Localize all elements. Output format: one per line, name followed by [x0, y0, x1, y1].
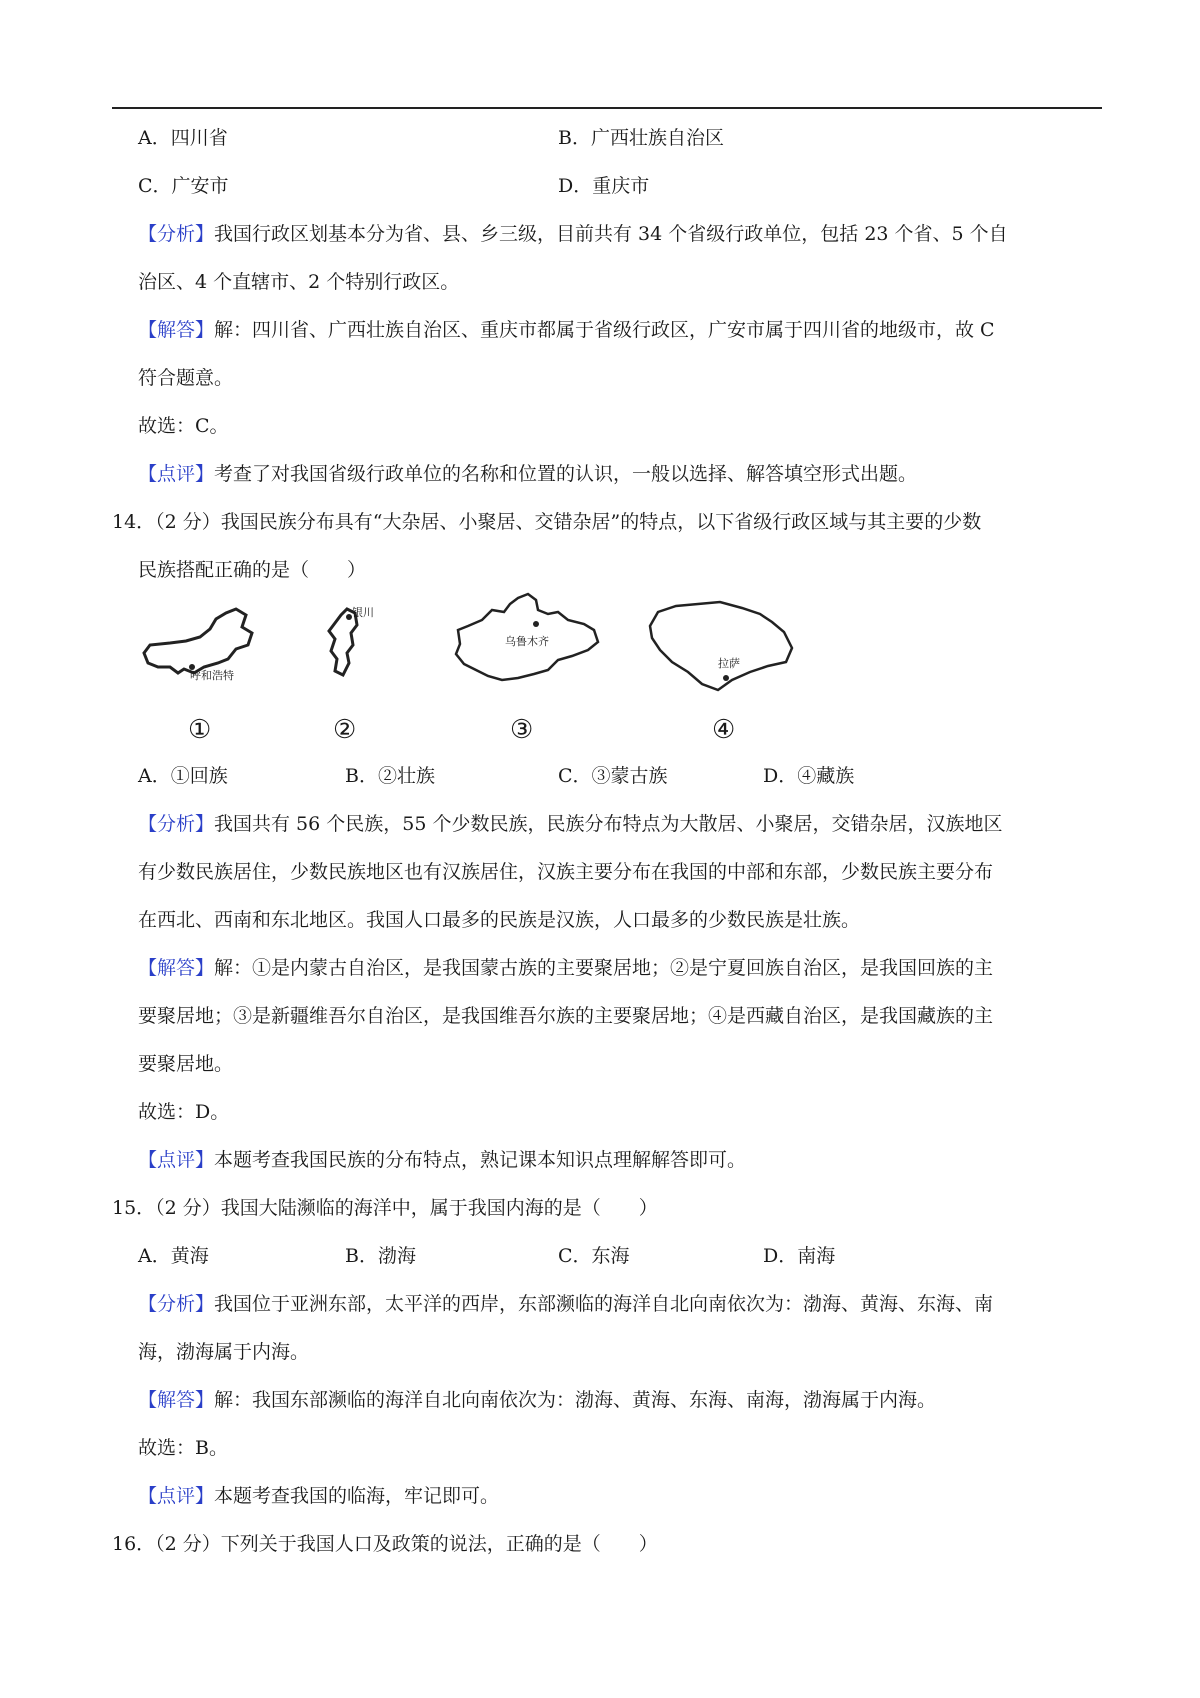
- header-rule: [112, 107, 1102, 109]
- q15-stem: 15．（2 分）我国大陆濒临的海洋中，属于我国内海的是（ ）: [112, 1197, 658, 1219]
- q14-analysis-line-2: 有少数民族居住，少数民族地区也有汉族居住，汉族主要分布在我国的中部和东部，少数民族主要分布: [138, 861, 994, 883]
- q15-analysis-line-1: 【分析】我国位于亚洲东部，太平洋的西岸，东部濒临的海洋自北向南依次为：渤海、黄海、东海、南: [138, 1293, 994, 1315]
- map-label-4: ④: [712, 715, 736, 745]
- map-city-yinchuan: 银川: [352, 606, 374, 619]
- q14-choice: 故选：D。: [138, 1101, 230, 1123]
- comment-tag: 【点评】: [138, 463, 215, 485]
- answer-tag: 【解答】: [138, 319, 215, 341]
- map-city-lhasa: 拉萨: [718, 657, 740, 670]
- q15-option-d[interactable]: D．南海: [763, 1245, 836, 1267]
- q13-option-a[interactable]: A．四川省: [138, 127, 228, 149]
- q16-stem: 16．（2 分）下列关于我国人口及政策的说法，正确的是（ ）: [112, 1533, 658, 1555]
- q13-analysis-line-1: 【分析】我国行政区划基本分为省、县、乡三级，目前共有 34 个省级行政单位，包括 23 个省、5 个自: [138, 223, 1008, 245]
- comment-tag: 【点评】: [138, 1149, 215, 1171]
- q15-option-c[interactable]: C．东海: [558, 1245, 630, 1267]
- q15-option-a[interactable]: A．黄海: [138, 1245, 209, 1267]
- q14-stem-line-1: 14．（2 分）我国民族分布具有“大杂居、小聚居、交错杂居”的特点，以下省级行政区域与其主要的少数: [112, 511, 982, 533]
- q14-comment: 【点评】本题考查我国民族的分布特点，熟记课本知识点理解解答即可。: [138, 1149, 747, 1171]
- q14-analysis-line-1: 【分析】我国共有 56 个民族，55 个少数民族，民族分布特点为大散居、小聚居，交错杂居，汉族地区: [138, 813, 1003, 835]
- q15-analysis-line-2: 海，渤海属于内海。: [138, 1341, 310, 1363]
- q14-option-a[interactable]: A．①回族: [138, 765, 228, 787]
- map-city-urumqi: 乌鲁木齐: [505, 635, 549, 648]
- q13-analysis-line-2: 治区、4 个直辖市、2 个特别行政区。: [138, 271, 460, 293]
- q14-option-b[interactable]: B．②壮族: [345, 765, 435, 787]
- q13-option-b[interactable]: B．广西壮族自治区: [558, 127, 724, 149]
- answer-tag: 【解答】: [138, 1389, 215, 1411]
- q13-answer-line-2: 符合题意。: [138, 367, 234, 389]
- map-label-3: ③: [510, 715, 534, 745]
- q14-answer-line-1: 【解答】解：①是内蒙古自治区，是我国蒙古族的主要聚居地；②是宁夏回族自治区，是我国回族的主: [138, 957, 994, 979]
- comment-tag: 【点评】: [138, 1485, 215, 1507]
- q15-option-b[interactable]: B．渤海: [345, 1245, 416, 1267]
- map-label-1: ①: [188, 715, 212, 745]
- q14-option-d[interactable]: D．④藏族: [763, 765, 855, 787]
- tibet-outline: [642, 592, 802, 702]
- q13-comment: 【点评】考查了对我国省级行政单位的名称和位置的认识，一般以选择、解答填空形式出题。: [138, 463, 918, 485]
- q14-answer-line-3: 要聚居地。: [138, 1053, 234, 1075]
- q13-answer-line-1: 【解答】解：四川省、广西壮族自治区、重庆市都属于省级行政区，广安市属于四川省的地级市，故 C: [138, 319, 995, 341]
- q13-option-d[interactable]: D．重庆市: [558, 175, 650, 197]
- answer-tag: 【解答】: [138, 957, 215, 979]
- q15-comment: 【点评】本题考查我国的临海，牢记即可。: [138, 1485, 500, 1507]
- q14-option-c[interactable]: C．③蒙古族: [558, 765, 668, 787]
- map-label-2: ②: [333, 715, 357, 745]
- q15-choice: 故选：B。: [138, 1437, 228, 1459]
- q14-answer-line-2: 要聚居地；③是新疆维吾尔自治区，是我国维吾尔族的主要聚居地；④是西藏自治区，是我国藏族的主: [138, 1005, 994, 1027]
- q14-analysis-line-3: 在西北、西南和东北地区。我国人口最多的民族是汉族，人口最多的少数民族是壮族。: [138, 909, 861, 931]
- q14-stem-line-2: 民族搭配正确的是（ ）: [138, 559, 367, 581]
- q15-answer: 【解答】解：我国东部濒临的海洋自北向南依次为：渤海、黄海、东海、南海，渤海属于内海。: [138, 1389, 937, 1411]
- q13-choice: 故选：C。: [138, 415, 229, 437]
- analysis-tag: 【分析】: [138, 1293, 215, 1315]
- q13-option-c[interactable]: C．广安市: [138, 175, 229, 197]
- analysis-tag: 【分析】: [138, 223, 215, 245]
- map-city-hohhot: 呼和浩特: [190, 669, 234, 682]
- analysis-tag: 【分析】: [138, 813, 215, 835]
